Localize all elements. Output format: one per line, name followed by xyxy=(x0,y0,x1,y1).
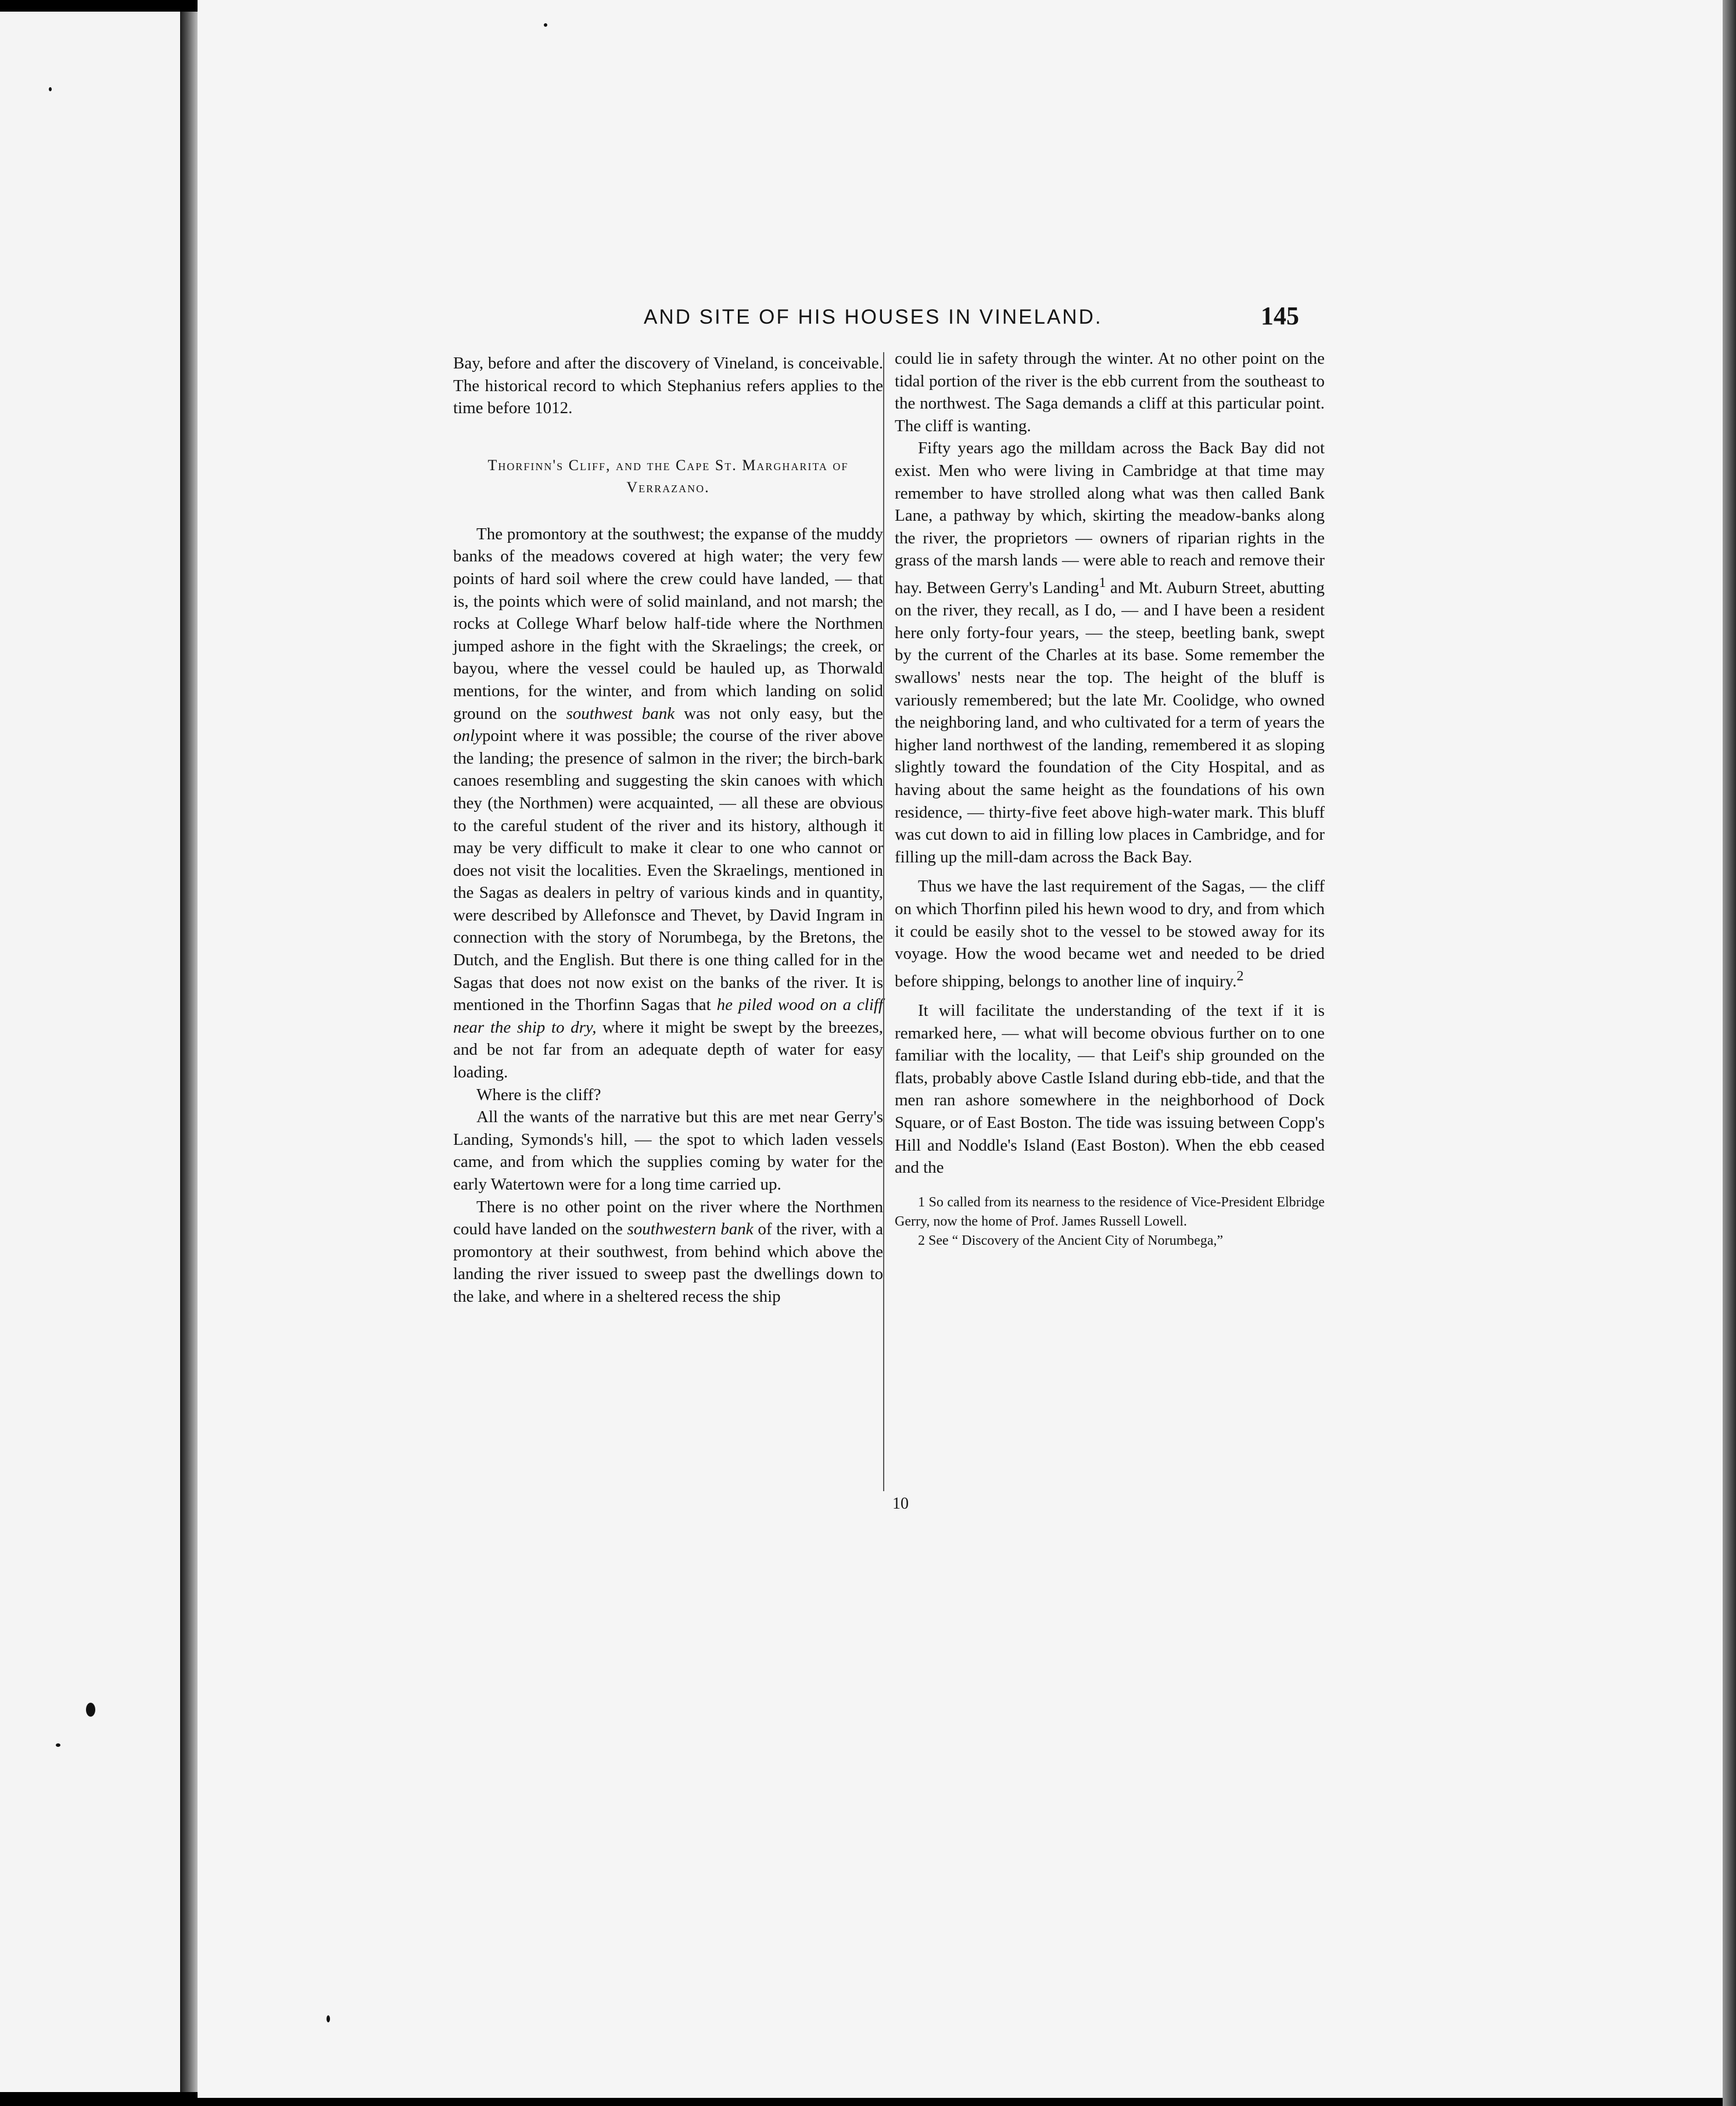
paragraph-text: of the river, with a promontory at their southwest, from behind which above the landing the river issued to sweep past the dwellings down to the lake, and where in a sheltered recess the ship xyxy=(453,1220,884,1306)
footnote-ref: 1 xyxy=(1099,574,1106,590)
emphasis: he piled wood on a cliff near the ship to dry, xyxy=(453,995,883,1037)
paragraph-text: Fifty years ago the milldam across the Back Bay did not exist. Men who were living in Cambridge at that time may remember to have strolled along what was then called Bank Lane, a pathway by which, skirting the meadow-banks along the river, the proprietors — owners of riparian rights in the grass of the marsh lands — were able to reach and remove their hay. Between Gerry's Landing xyxy=(895,439,1325,597)
paragraph-text: Thus we have the last requirement of the Sagas, — the cliff on which Thorfinn piled his hewn wood to dry, and from which it could be easily shot to the vessel to be stowed away for its voyage. How the wood became wet and needed to be dried before shipping, belongs to another line of inquiry. xyxy=(895,877,1325,991)
paragraph-text: and Mt. Auburn Street, abutting on the river, they recall, as I do, — and I have been a resident here only forty-four years, — the steep, beetling bank, swept by the current of the Charles at its base. Some remember the swallows' nests near the top. The height of the bluff is variously remembered; but the late Mr. Coolidge, who owned the neighboring land, and who cultivated for a term of years the higher land northwest of the landing, remembered it as sloping slightly toward the foundation of the City Hospital, and as having about the same height as the foundations of his own residence, — thirty-five feet above high-water mark. This bluff was cut down to aid in filling low places in Cambridge, and for filling up the mill-dam across the Back Bay. xyxy=(895,578,1325,866)
running-head: AND SITE OF HIS HOUSES IN VINELAND. xyxy=(644,306,1103,328)
footnote: 2 See “ Discovery of the Ancient City of Norumbega,” xyxy=(918,1233,1224,1248)
paragraph xyxy=(453,523,883,1084)
paragraph-text: There is no other point on the river where the Northmen could have landed on the xyxy=(453,1197,883,1239)
page-edge-shadow xyxy=(1723,0,1736,2106)
column-rule xyxy=(883,352,884,1491)
footnotes xyxy=(895,1193,1325,1251)
paragraph-text: The promontory at the southwest; the expanse of the muddy banks of the meadows covered at high water; the very few points of hard soil where the crew could have landed, — that is, the points which were of solid mainland, and not marsh; the rocks at College Wharf below half-tide where the Northmen jumped ashore in the fight with the Skraelings; the creek, or bayou, where the vessel could be hauled up, as Thorwald mentions, for the winter, and from which landing on solid ground on the xyxy=(453,524,883,723)
scan-speck xyxy=(327,2015,330,2022)
page-number: 145 xyxy=(1261,302,1299,330)
left-text-column xyxy=(453,352,883,1308)
paragraph-text: where it might be swept by the breezes, and be not far from an adequate depth of water for easy loading. xyxy=(453,1018,884,1082)
paragraph xyxy=(895,875,1325,993)
scan-speck xyxy=(86,1703,95,1717)
paragraph xyxy=(453,1196,883,1308)
paragraph xyxy=(895,437,1325,868)
scan-speck xyxy=(56,1743,60,1747)
paragraph-text: point where it was possible; the course of the river above the landing; the presence of salmon in the river; the birch-bark canoes resembling and suggesting the skin canoes with which they (the Northmen) were acquainted, — all these are obvious to the careful student of the river and its history, although it may be very difficult to make it clear to one who cannot or does not visit the localities. Even the Skraelings, mentioned in the Sagas as dealers in peltry of various kinds and in quantity, were described by Allefonsce and Thevet, by David Ingram in connection with the story of Norumbega, by the Bretons, the Dutch, and the English. But there is one thing called for in the Sagas that does not now exist on the banks of the river. It is mentioned in the Thorfinn Sagas that xyxy=(453,726,883,1015)
footnote-ref: 2 xyxy=(1236,968,1244,984)
signature-mark: 10 xyxy=(892,1495,909,1513)
paragraph-text: was not only easy, but the xyxy=(684,704,883,723)
right-text-column xyxy=(895,348,1325,1251)
paragraph: All the wants of the narrative but this are met near Gerry's Landing, Symonds's hill, — the spot to which laden vessels came, and from which the supplies coming by water for the early Watertown were for a long time carried up. xyxy=(453,1108,883,1194)
paragraph: It will facilitate the understanding of the text if it is remarked here, — what will become obvious further on to one familiar with the locality, — that Leif's ship grounded on the flats, probably above Castle Island during ebb-tide, and that the men ran ashore somewhere in the neighborhood of Dock Square, or of East Boston. The tide was issuing between Copp's Hill and Noddle's Island (East Boston). When the ebb ceased and the xyxy=(895,1001,1325,1177)
emphasis: only xyxy=(453,726,482,746)
emphasis: southwest bank xyxy=(566,704,675,723)
section-heading: Thorfinn's Cliff, and the Cape St. Margharita of Verrazano. xyxy=(487,456,849,496)
paragraph: Where is the cliff? xyxy=(476,1085,601,1104)
scan-speck xyxy=(544,23,547,27)
book-gutter xyxy=(180,12,198,2092)
facing-page-edge xyxy=(0,12,180,2092)
scan-speck xyxy=(49,87,52,91)
paragraph: Bay, before and after the discovery of Vineland, is conceivable. The historical record to which Stephanius refers applies to the time before 1012. xyxy=(453,354,883,418)
emphasis: southwestern bank xyxy=(627,1220,754,1239)
paragraph: could lie in safety through the winter. At no other point on the tidal portion of the river is the ebb current from the southeast to the northwest. The Saga demands a cliff at this particular point. The cliff is wanting. xyxy=(895,349,1325,435)
footnote: 1 So called from its nearness to the residence of Vice-President Elbridge Gerry, now the home of Prof. James Russell Lowell. xyxy=(895,1194,1325,1229)
